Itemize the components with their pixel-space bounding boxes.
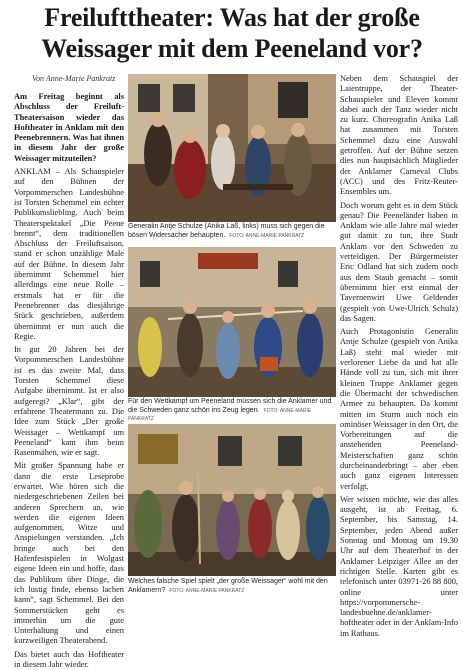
photo-generalin-scene [128,74,336,222]
photo-caption-2: Für den Wettkampf um Peeneland müssen sich die Anklamer und die Schweden ganz schön ins Zeug legen. FOTO: ANNE-MARIE PANKRATZ [128,398,332,422]
body-paragraph: ANKLAM – Als Schauspieler auf den Bühnen der Vorpommerschen Landesbühne ist Torsten Schemmel ein echter Publikumsliebling. Auch beim Theaterspektakel „Die Peene brennt“, dem traditionellen Abschluss der Freiluftsaison, stand er schon unzählige Male auf der Bühne. In diesem Jahr übernimmt Schemmel hier allerdings eine neue Rolle – erstmals hat er für die Peenebrenner das diesjährige Stück geschrieben, außerdem übernimmt er nun auch die Regie. [14,167,124,341]
photo-credit: FOTO: ANNE-MARIE PANKRATZ [169,587,245,594]
body-paragraph: Auch Protagonistin Generalin Antje Schulze (gespielt von Anika Laß) steht mal wieder mit verlorener Liebe da und hat alle Hände voll zu tun, sich mit ihrer kleinen Truppe Anklamer gegen die Übermacht der schwedischen Armee zu behaupten. Da kommt mitten im Sturm auch noch ein ominöser Weissager in den Ort, die Vorbereitungen auf die anstehenden Peeneland-Meisterschaften ganz schön durcheinanderbringt – aber eben auch ganz eigenen Interessen verfolgt. [340,327,458,491]
article-headline: Freilufttheater: Was hat der große Weissager mit dem Peeneland vor? [41,3,423,63]
body-paragraph: Wer wissen möchte, wie das alles ausgeht, ist ab Freitag, 6. September, bis Samstag, 14. September, jeden Abend außer Sonntag und Montag um 19.30 Uhr auf dem Theaterhof in der Anklamer Leipziger Allee an der richtigen Stelle. Karten gibt es telefonisch unter 03971-26 88 800, online unter https://vorpommersche-landesbuehne.de/anklamer-hoftheater oder in der Anklam-Info im Rathaus. [340,494,458,638]
author-byline: Von Anne-Marie Pankratz [32,74,116,83]
photo-caption-1: Generalin Antje Schulze (Anika Laß, links) muss sich gegen die bösen Widersacher behaupten. FOTO: ANNE-MARIE PANKRATZ [128,223,325,239]
body-paragraph: In gut 20 Jahren bei der Vorpommerschen Landesbühne ist es das zweite Mal, dass Torsten Schemmel diese Aufgabe übernimmt. Ist er also aufgeregt? „Klar“, gibt der erfahrene Theatermann zu. Die Idee zum Stück „Der große Weissager – Wettkampf um Peeneland“ kam ihm beim Rasenmähen, wie er sagt. [14,345,124,458]
body-paragraph: Mit großer Spannung habe er dann die erste Leseprobe erwartet. Wie hören sich die niedergeschriebenen Zeilen bei anderen Sprechern an, wie werden die eigenen Ideen aufgenommen, Witze und Anspielungen verstanden. „Ich bringe auch bei den Hafenfestspielen in Wolgast eigene Ideen ein und hoffe, dass das Publikum über Dinge, die ich lustig finde, ebenso lachen kann“, sagt Schemmel. Bei den Sommerstücken geht es immerhin um die gute Unterhaltung und einen kurzweiligen Theaterabend. [14,461,124,646]
photo-credit: FOTO: ANNE-MARIE PANKRATZ [229,232,305,239]
photo-wettkampf-scene [128,247,336,397]
photo-weissager-scene [128,424,336,576]
theater-photo-2 [128,247,336,397]
article-column-3 [340,74,458,638]
lead-paragraph: Am Freitag beginnt als Abschluss der Freiluft-Theatersaison wieder das Hoftheater in Anklam mit den Peenebrennern. Was hat ihnen in diesem Jahr der große Weissager mitzuteilen? [14,92,124,163]
theater-photo-3 [128,424,336,576]
article-column-1 [14,92,124,670]
body-paragraph: Doch worum geht es in dem Stück genau? Die Peeneländer haben in Anklam wie alle Jahre mal wieder gut damit zu tun, ihre Stadt Anklam vor den Schweden zu verteidigen. Der Bürgermeister Eric Odland hat sich zudem noch aus dem Staub gemacht – somit übernimmt hier erst einmal der Tavernenwirt Uwe Geldender (gespielt von Uwe-Ulrich Schulz) das Sagen. [340,200,458,323]
body-paragraph: Das bietet auch das Hoftheater in diesem Jahr wieder. [14,649,124,670]
photo-caption-3: Welches falsche Spiel spielt „der große Weissager“ wohl mit den Anklamern? FOTO: ANNE-MARIE PANKRATZ [128,578,328,594]
body-paragraph: Neben dem Schauspiel der Laientruppe, der Theater-Schauspieler und Eleven kommt dabei auch der Tanz wieder nicht zu kurz. Choreografin Anika Laß hat zusammen mit Torsten Schemmel dazu eine Auswahl getroffen. Auf der Bühne setzen dies nun hauptsächlich Mitglieder der Anklamer Carneval Clubs (ACC) und des Fritz-Reuter-Ensembles um. [340,74,458,197]
theater-photo-1 [128,74,336,222]
photo-credit: FOTO: ANNE-MARIE PANKRATZ [128,407,312,422]
